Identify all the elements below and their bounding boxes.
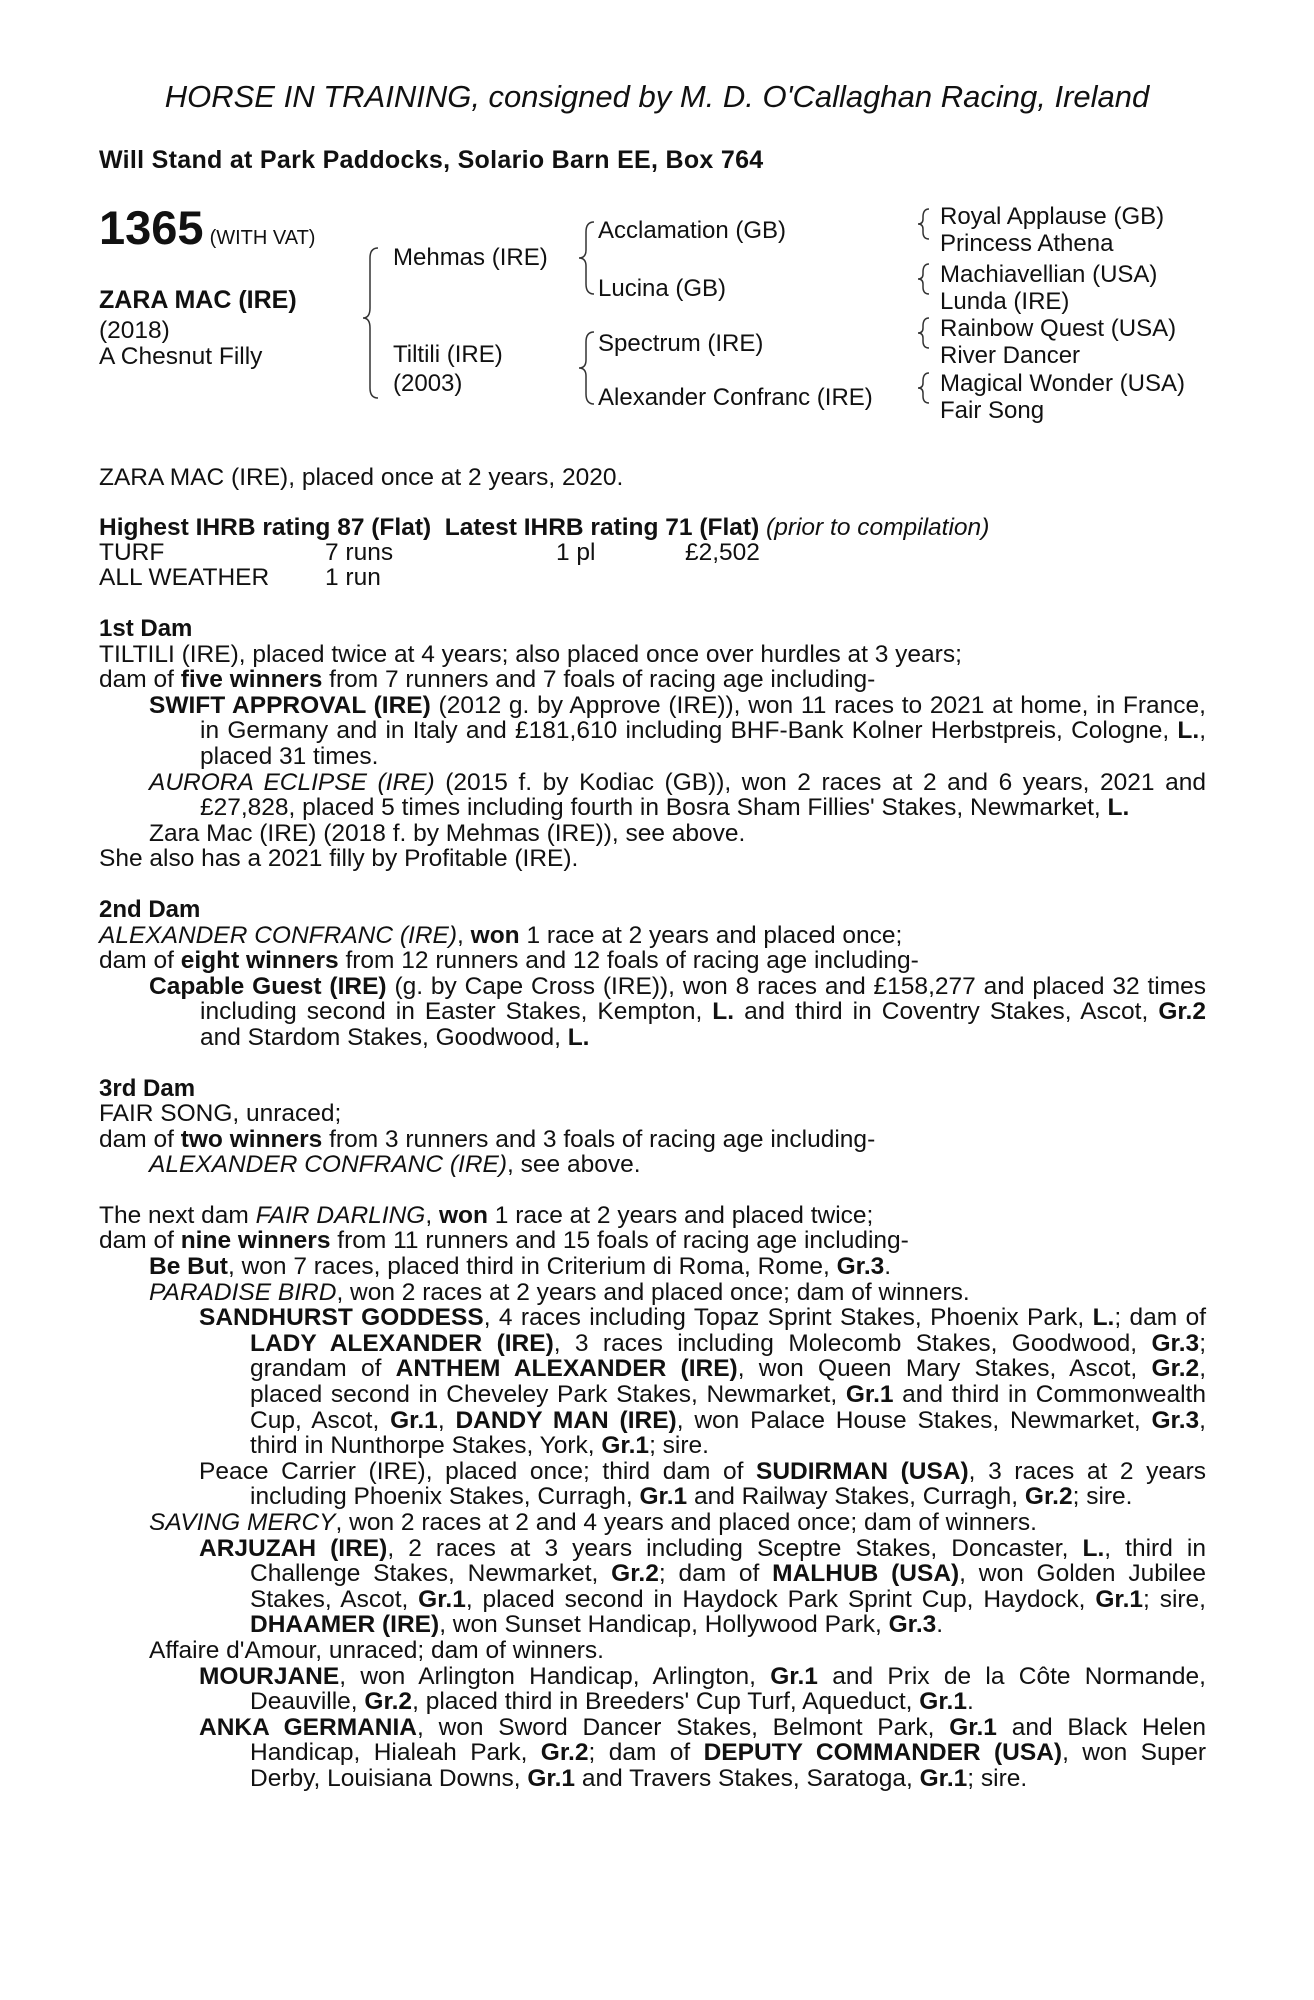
turf-runs: 7 runs [325, 539, 394, 566]
horse-year: (2018) [99, 317, 170, 344]
great-grandparent-5: Rainbow Quest (USA) [940, 315, 1177, 342]
aurora-eclipse-name: AURORA ECLIPSE (IRE) [149, 768, 435, 796]
sandhurst-goddess-entry: SANDHURST GODDESS, 4 races including Topaz Sprint Stakes, Phoenix Park, L.; dam of LADY ALEXANDER (IRE), 3 races including Molecomb Stakes, Goodwood, Gr.3; grandam of ANTHEM ALEXANDER (IRE), won Queen Mary Stakes, Ascot, Gr.2, placed second in Cheveley Park Stakes, Newmarket, Gr.1 and third in Commonwealth Cup, Ascot, Gr.1, DANDY MAN (IRE), won Palace House Stakes, Newmarket, Gr.3, third in Nunthorpe Stakes, York, Gr.1; sire. [199, 1304, 1207, 1460]
paradise-bird-entry: PARADISE BIRD, won 2 races at 2 years and placed once; dam of winners. [149, 1278, 970, 1306]
capable-guest-name: Capable Guest (IRE) [149, 972, 387, 1000]
third-dam-line1: FAIR SONG, unraced; [99, 1100, 342, 1128]
horse-summary: ZARA MAC (IRE), placed once at 2 years, 2020. [99, 464, 624, 491]
lot-number-value: 1365 [99, 201, 204, 254]
latest-rating: Latest IHRB rating 71 (Flat) [444, 514, 760, 541]
aurora-eclipse-entry: AURORA ECLIPSE (IRE) (2015 f. by Kodiac (GB)), won 2 races at 2 and 6 years, 2021 and £27,828, placed 5 times including fourth in Bosra Sham Fillies' Stakes, Newmarket, L. [149, 768, 1206, 822]
dam-year: (2003) [393, 370, 463, 397]
swift-approval-name: SWIFT APPROVAL (IRE) [149, 691, 431, 719]
aw-label: ALL WEATHER [99, 564, 270, 591]
saving-mercy-entry: SAVING MERCY, won 2 races at 2 and 4 years and placed once; dam of winners. [149, 1509, 1037, 1536]
sire: Mehmas (IRE) [393, 244, 548, 271]
first-dam-heading: 1st Dam [99, 615, 193, 642]
great-grandparent-3: Machiavellian (USA) [940, 261, 1158, 288]
third-dam-heading: 3rd Dam [99, 1074, 196, 1102]
first-dam-line1: TILTILI (IRE), placed twice at 4 years; also placed once over hurdles at 3 years; [99, 640, 962, 668]
pedigree-notes [99, 616, 1206, 1792]
turf-label: TURF [99, 539, 165, 566]
anka-germania-entry: ANKA GERMANIA, won Sword Dancer Stakes, Belmont Park, Gr.1 and Black Helen Handicap, Hialeah Park, Gr.2; dam of DEPUTY COMMANDER (USA), won Super Derby, Louisiana Downs, Gr.1 and Travers Stakes, Saratoga, Gr.1; sire. [199, 1713, 1207, 1792]
first-dam-line2: dam of five winners from 7 runners and 7 foals of racing age including- [99, 666, 876, 694]
ratings-line [99, 515, 989, 541]
dam-sire: Spectrum (IRE) [598, 330, 764, 357]
horse-name: ZARA MAC (IRE) [99, 286, 297, 314]
highest-rating: Highest IHRB rating 87 (Flat) [99, 514, 432, 541]
great-grandparent-2: Princess Athena [940, 230, 1114, 257]
third-dam-line3: ALEXANDER CONFRANC (IRE), see above. [149, 1151, 641, 1179]
third-dam-line2: dam of two winners from 3 runners and 3 foals of racing age including- [99, 1125, 876, 1153]
next-dam-line1: The next dam FAIR DARLING, won 1 race at 2 years and placed twice; [99, 1201, 874, 1229]
dam-dam: Alexander Confranc (IRE) [598, 384, 873, 411]
aw-runs: 1 run [325, 564, 381, 591]
next-dam-line2: dam of nine winners from 11 runners and 15 foals of racing age including- [99, 1227, 909, 1255]
affaire-damour-entry: Affaire d'Amour, unraced; dam of winners. [149, 1636, 604, 1664]
vat-note: (WITH VAT) [209, 227, 316, 249]
second-dam-line1: ALEXANDER CONFRANC (IRE), won 1 race at 2 years and placed once; [99, 921, 903, 949]
filly-note: She also has a 2021 filly by Profitable (IRE). [99, 845, 579, 873]
arjuzah-entry: ARJUZAH (IRE), 2 races at 3 years including Sceptre Stakes, Doncaster, L., third in Challenge Stakes, Newmarket, Gr.2; dam of MALHUB (USA), won Golden Jubilee Stakes, Ascot, Gr.1, placed second in Haydock Park Sprint Cup, Haydock, Gr.1; sire, DHAAMER (IRE), won Sunset Handicap, Hollywood Park, Gr.3. [199, 1534, 1206, 1639]
sire-dam: Lucina (GB) [598, 275, 727, 302]
great-grandparent-1: Royal Applause (GB) [940, 203, 1165, 230]
great-grandparent-6: River Dancer [940, 342, 1081, 369]
sire-sire: Acclamation (GB) [598, 217, 787, 244]
mourjane-entry: MOURJANE, won Arlington Handicap, Arlington, Gr.1 and Prix de la Côte Normande, Deauville, Gr.2, placed third in Breeders' Cup Turf, Aqueduct, Gr.1. [199, 1662, 1206, 1716]
turf-placed: 1 pl [556, 539, 596, 566]
capable-guest-entry: Capable Guest (IRE) (g. by Cape Cross (IRE)), won 8 races and £158,277 and placed 32 times including second in Easter Stakes, Kempton, L. and third in Coventry Stakes, Ascot, Gr.2 and Stardom Stakes, Goodwood, L. [149, 972, 1206, 1051]
swift-approval-entry: SWIFT APPROVAL (IRE) (2012 g. by Approve (IRE)), won 11 races to 2021 at home, in France, in Germany and in Italy and £181,610 including BHF-Bank Kolner Herbstpreis, Cologne, L., placed 31 times. [149, 691, 1206, 770]
second-dam-line2: dam of eight winners from 12 runners and 12 foals of racing age including- [99, 947, 919, 975]
dam: Tiltili (IRE) [393, 341, 503, 368]
turf-earnings: £2,502 [685, 539, 760, 566]
be-but-entry: Be But, won 7 races, placed third in Criterium di Roma, Rome, Gr.3. [149, 1253, 892, 1281]
stand-location: Will Stand at Park Paddocks, Solario Barn EE, Box 764 [99, 146, 764, 174]
great-grandparent-4: Lunda (IRE) [940, 288, 1070, 315]
great-grandparent-8: Fair Song [940, 397, 1045, 424]
horse-description: A Chesnut Filly [99, 343, 263, 370]
great-grandparent-7: Magical Wonder (USA) [940, 370, 1185, 397]
zara-mac-entry: Zara Mac (IRE) (2018 f. by Mehmas (IRE)), see above. [149, 819, 746, 847]
second-dam-heading: 2nd Dam [99, 895, 201, 923]
rating-note: (prior to compilation) [766, 514, 990, 541]
peace-carrier-entry: Peace Carrier (IRE), placed once; third dam of SUDIRMAN (USA), 3 races at 2 years including Phoenix Stakes, Curragh, Gr.1 and Railway Stakes, Curragh, Gr.2; sire. [199, 1457, 1206, 1511]
lot-number [99, 201, 316, 262]
page-title: HORSE IN TRAINING, consigned by M. D. O'Callaghan Racing, Ireland [164, 79, 1150, 114]
